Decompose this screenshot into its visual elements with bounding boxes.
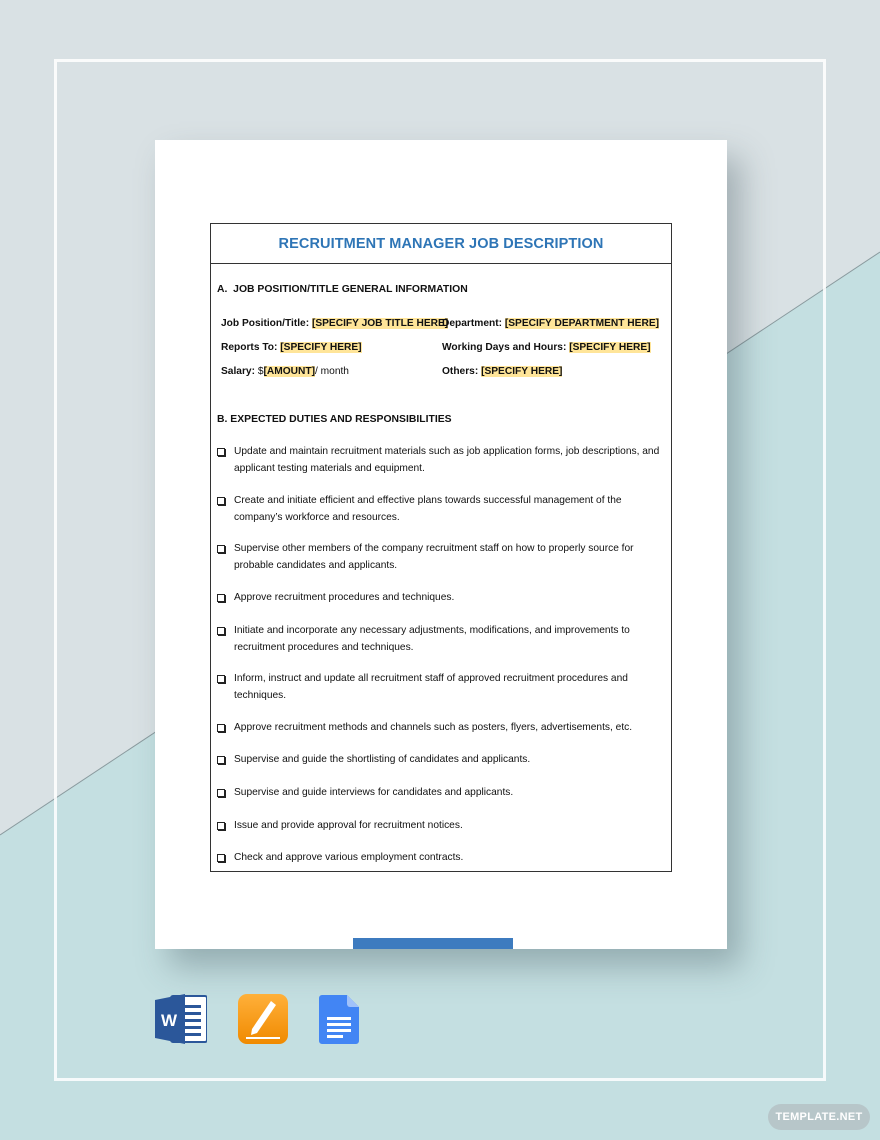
checkbox-icon [217,497,225,505]
checkbox-icon [217,756,225,764]
document-title: RECRUITMENT MANAGER JOB DESCRIPTION [211,224,671,264]
duty-text: Issue and provide approval for recruitment notices. [234,820,463,831]
reports-to-value: [SPECIFY HERE] [280,342,362,353]
working-days-value: [SPECIFY HERE] [569,342,651,353]
duty-item [217,720,665,737]
duty-text: Update and maintain recruitment materials such as job application forms, job descriptions, and applicant testing materials and equipment. [234,446,660,474]
checkbox-icon [217,545,225,553]
others-field [442,366,562,377]
job-position-value: [SPECIFY JOB TITLE HERE] [311,318,449,329]
duty-text: Inform, instruct and update all recruitment staff of approved recruitment procedures and techniques. [234,673,628,701]
duty-item [217,493,665,526]
checkbox-icon [217,594,225,602]
checkbox-icon [217,854,225,862]
duty-item [217,850,665,867]
salary-period: / month [315,366,349,377]
duty-item [217,785,665,802]
duty-text: Create and initiate efficient and effective plans towards successful management of the company’s workforce and resources. [234,495,622,523]
duty-text: Check and approve various employment contracts. [234,852,464,863]
reports-to-label: Reports To: [221,342,278,353]
template-net-watermark: TEMPLATE.NET [768,1104,870,1130]
duty-item [217,671,665,704]
reports-to-field [221,342,362,353]
salary-field [221,366,349,377]
duty-item [217,444,665,477]
section-a-heading: A. JOB POSITION/TITLE GENERAL INFORMATION [217,284,468,295]
ms-word-icon[interactable] [155,993,207,1045]
others-label: Others: [442,366,479,377]
duty-text: Supervise other members of the company recruitment staff on how to properly source for probable candidates and applicants. [234,543,634,571]
duty-item [217,818,665,835]
duty-item [217,590,665,607]
duty-text: Approve recruitment procedures and techniques. [234,592,455,603]
checkbox-icon [217,789,225,797]
department-label: Department: [442,318,503,329]
duty-text: Supervise and guide the shortlisting of candidates and applicants. [234,754,531,765]
duty-item [217,541,665,574]
duty-text: Supervise and guide interviews for candidates and applicants. [234,787,514,798]
apple-pages-icon[interactable] [237,993,289,1045]
department-value: [SPECIFY DEPARTMENT HERE] [504,318,660,329]
section-b-heading: B. EXPECTED DUTIES AND RESPONSIBILITIES [217,414,452,425]
page-tab-accent [353,938,513,949]
job-description-table [210,223,672,872]
duty-item [217,752,665,769]
checkbox-icon [217,822,225,830]
department-field [442,318,659,329]
working-days-label: Working Days and Hours: [442,342,567,353]
checkbox-icon [217,627,225,635]
checkbox-icon [217,675,225,683]
duty-text: Approve recruitment methods and channels such as posters, flyers, advertisements, etc. [234,722,633,733]
duty-item [217,623,665,656]
working-days-field [442,342,651,353]
salary-value: [AMOUNT] [263,366,315,377]
checkbox-icon [217,448,225,456]
svg-text:W: W [160,1011,178,1030]
salary-label: Salary: [221,366,255,377]
salary-currency: $ [257,366,264,377]
checkbox-icon [217,724,225,732]
duty-text: Initiate and incorporate any necessary adjustments, modifications, and improvements to recruitment procedures and techniques. [234,625,630,653]
others-value: [SPECIFY HERE] [481,366,563,377]
google-docs-icon[interactable] [313,993,365,1045]
job-position-field [221,318,448,329]
job-position-label: Job Position/Title: [221,318,310,329]
